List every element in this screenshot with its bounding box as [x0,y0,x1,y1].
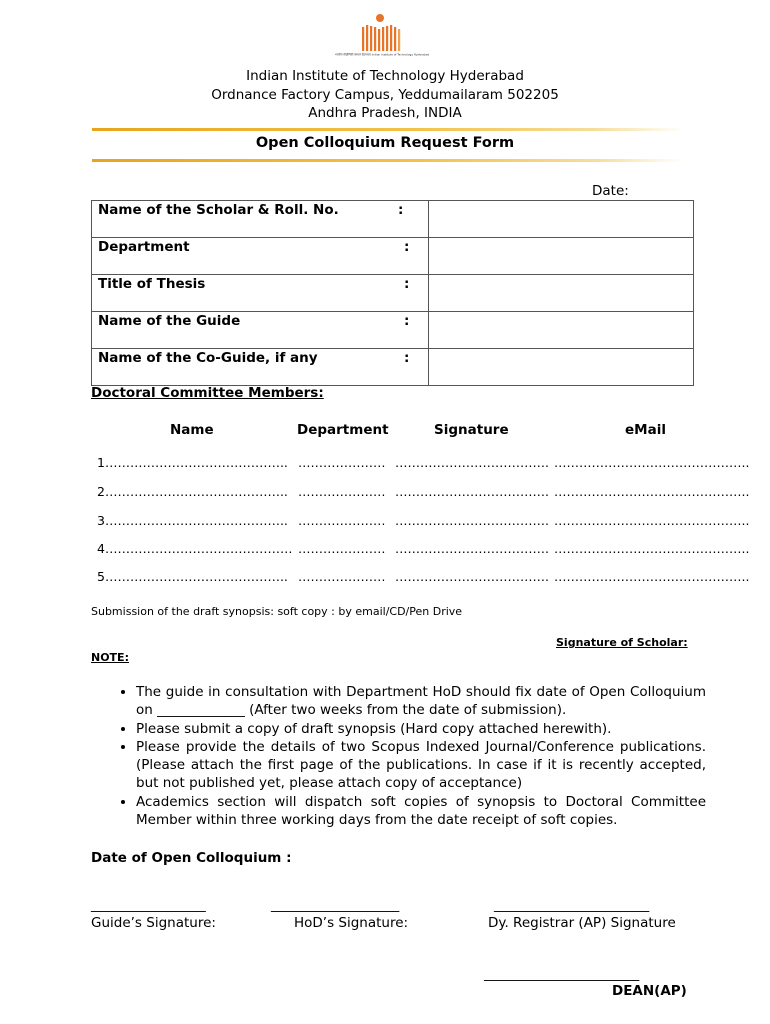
info-label: Name of the Guide [92,312,399,349]
iith-logo-mark [334,12,430,60]
guide-name-field[interactable] [429,312,694,349]
member-1-department[interactable]: ………………… [298,455,386,470]
info-row-thesis [92,275,694,312]
registrar-signature-line[interactable]: _______________________ [494,897,650,913]
member-1-name[interactable]: 1…………………………………….. [97,455,288,470]
note-item: • Academics section will dispatch soft copies of synopsis to Doctoral Committee Member within three working days from the date receipt of soft copies. [136,793,706,830]
member-2-department[interactable]: ………………… [298,484,386,499]
form-title: Open Colloquium Request Form [255,135,515,151]
guide-signature-line[interactable]: _________________ [91,897,206,913]
info-row-scholar [92,201,694,238]
member-3-name[interactable]: 3…………………………………….. [97,513,288,528]
col-header-signature: Signature [434,422,509,438]
iith-logo [334,12,430,60]
member-2-signature[interactable]: ………………………………. [395,484,549,499]
info-row-coguide [92,349,694,386]
notes-list [110,683,706,829]
info-label: Name of the Scholar & Roll. No. [92,201,399,238]
info-label: Title of Thesis [92,275,399,312]
scholar-name-field[interactable] [429,201,694,238]
member-3-signature[interactable]: ………………………………. [395,513,549,528]
col-header-email: eMail [625,422,666,438]
info-colon: : [398,312,429,349]
info-row-guide [92,312,694,349]
thesis-title-field[interactable] [429,275,694,312]
note-item: • Please submit a copy of draft synopsis (Hard copy attached herewith). [136,720,706,738]
info-colon: : [398,201,429,238]
member-1-email[interactable]: ……………………………………….. [554,455,750,470]
committee-heading: Doctoral Committee Members: [91,385,324,401]
signature-of-scholar: Signature of Scholar: [556,636,688,649]
info-colon: : [398,349,429,386]
date-of-colloquium: Date of Open Colloquium : [91,850,292,866]
date-label: Date: [592,183,629,199]
address-line-1: Ordnance Factory Campus, Yeddumailaram 502205 [211,87,559,103]
hod-signature-line[interactable]: ___________________ [271,897,400,913]
info-colon: : [398,275,429,312]
registrar-signature-label: Dy. Registrar (AP) Signature [488,915,676,931]
member-4-name[interactable]: 4……………………………………… [97,541,293,556]
coguide-name-field[interactable] [429,349,694,386]
member-4-signature[interactable]: ………………………………. [395,541,549,556]
scholar-info-table [91,200,694,386]
note-label: NOTE: [91,651,129,664]
member-4-email[interactable]: ……………………………………….. [554,541,750,556]
department-field[interactable] [429,238,694,275]
guide-signature-label: Guide’s Signature: [91,915,216,931]
institute-name: Indian Institute of Technology Hyderabad [246,68,524,84]
member-2-name[interactable]: 2…………………………………….. [97,484,288,499]
member-4-department[interactable]: ………………… [298,541,386,556]
note-item: • Please provide the details of two Scopus Indexed Journal/Conference publications. (Please attach the first page of the publications. In case if it is recently accepted, but not published yet, please attach copy of acceptance) [136,738,706,793]
member-5-department[interactable]: ………………… [298,569,386,584]
info-label: Department [92,238,399,275]
member-5-email[interactable]: ……………………………………….. [554,569,750,584]
member-5-name[interactable]: 5…………………………………….. [97,569,288,584]
member-5-signature[interactable]: ………………………………. [395,569,549,584]
dean-signature-line[interactable]: _______________________ [484,966,640,982]
col-header-name: Name [170,422,214,438]
info-colon: : [398,238,429,275]
col-header-department: Department [297,422,389,438]
submission-text: Submission of the draft synopsis: soft copy : by email/CD/Pen Drive [91,605,463,618]
dean-label: DEAN(AP) [612,983,687,999]
member-3-email[interactable]: ……………………………………….. [554,513,750,528]
gold-rule-top [92,128,684,131]
member-2-email[interactable]: ……………………………………….. [554,484,750,499]
gold-rule-bottom [92,159,684,162]
note-item: • The guide in consultation with Department HoD should fix date of Open Colloquium on _____________ (After two weeks from the date of submission). [136,683,706,720]
hod-signature-label: HoD’s Signature: [294,915,409,931]
logo-caption: भारतीय प्रौद्योगिकी संस्थान हैदराबाद Indian Institute of Technology Hyderabad [334,52,430,57]
info-row-department [92,238,694,275]
member-3-department[interactable]: ………………… [298,513,386,528]
member-1-signature[interactable]: ………………………………. [395,455,549,470]
info-label: Name of the Co-Guide, if any [92,349,399,386]
address-line-2: Andhra Pradesh, INDIA [308,105,462,121]
